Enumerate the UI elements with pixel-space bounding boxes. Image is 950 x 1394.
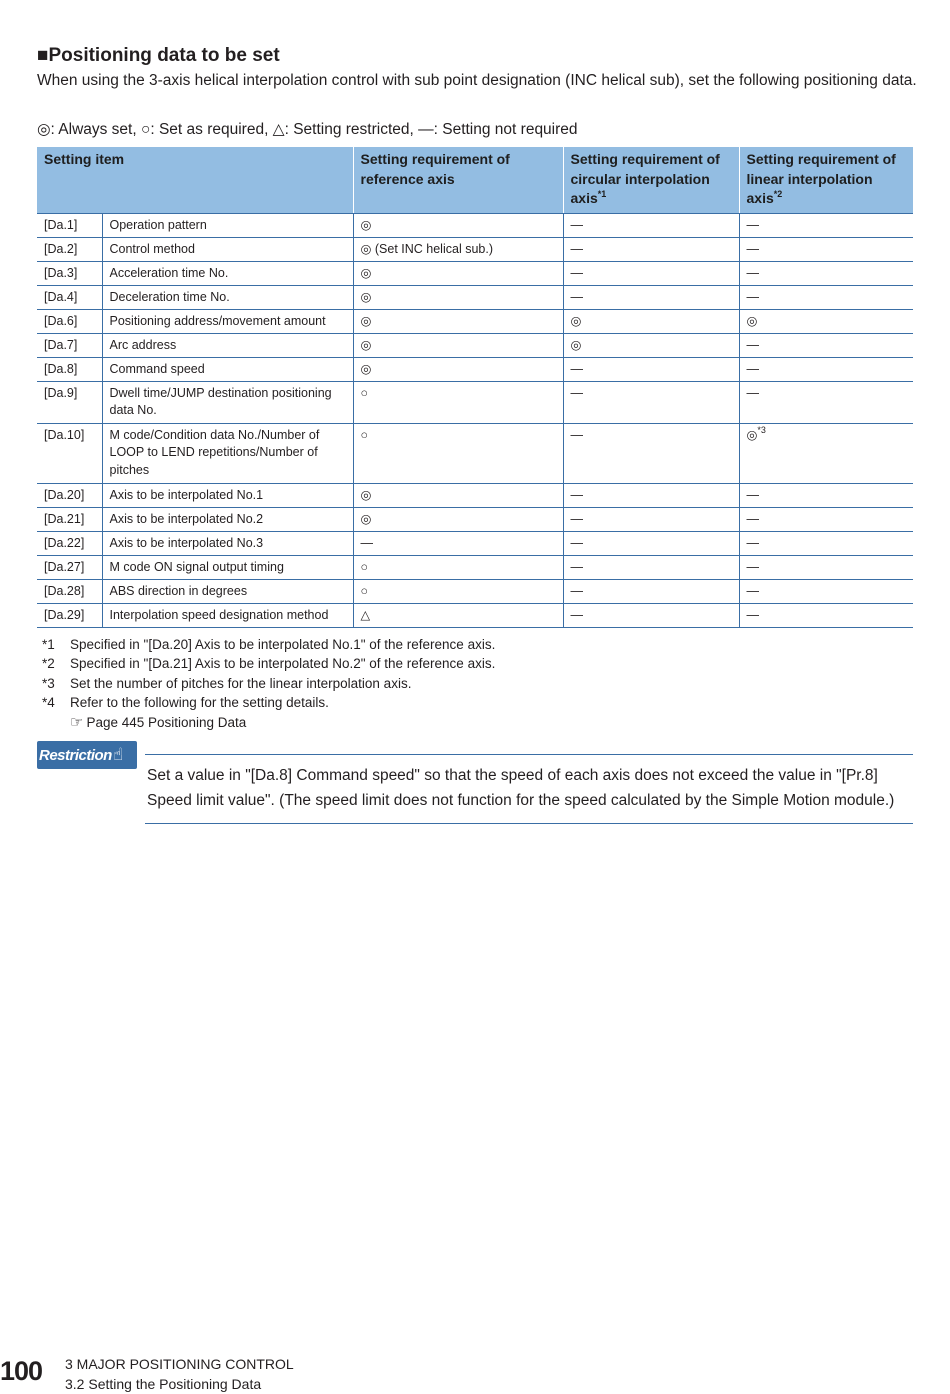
- cell-id: [Da.8]: [37, 357, 102, 381]
- cell-linear-axis: —: [739, 333, 913, 357]
- cell-linear-axis: —: [739, 357, 913, 381]
- cell-linear-axis: —: [739, 507, 913, 531]
- chapter-title: 3 MAJOR POSITIONING CONTROL: [65, 1356, 294, 1372]
- cell-linear-axis: —: [739, 285, 913, 309]
- table-row: [37, 357, 913, 381]
- cell-circular-axis: —: [563, 237, 739, 261]
- table-row: [37, 333, 913, 357]
- table-row: [37, 507, 913, 531]
- cell-circular-axis: —: [563, 603, 739, 627]
- cell-id: [Da.2]: [37, 237, 102, 261]
- section-title-footer: 3.2 Setting the Positioning Data: [65, 1376, 262, 1392]
- cell-circular-axis: —: [563, 579, 739, 603]
- cell-reference-axis: ◎: [353, 507, 563, 531]
- cell-reference-axis: ◎: [353, 261, 563, 285]
- cell-reference-axis: ◎: [353, 285, 563, 309]
- cell-item: Arc address: [102, 333, 353, 357]
- cell-reference-axis: ○: [353, 423, 563, 483]
- cell-linear-axis: —: [739, 213, 913, 237]
- cell-circular-axis: —: [563, 381, 739, 423]
- cell-circular-axis: —: [563, 423, 739, 483]
- footnote: *2 Specified in "[Da.21] Axis to be interpolated No.2" of the reference axis.: [42, 656, 496, 672]
- cell-linear-axis: ◎$^{*3}$: [739, 423, 913, 483]
- header-reference-axis: Setting requirement of reference axis: [353, 147, 563, 213]
- cell-id: [Da.1]: [37, 213, 102, 237]
- cell-linear-axis: —: [739, 579, 913, 603]
- cell-circular-axis: —: [563, 555, 739, 579]
- cell-reference-axis: ◎: [353, 483, 563, 507]
- cell-id: [Da.9]: [37, 381, 102, 423]
- table-row: [37, 381, 913, 423]
- footer-chapter: [65, 1354, 294, 1394]
- cell-linear-axis: ◎: [739, 309, 913, 333]
- footnotes: [42, 635, 495, 732]
- cell-circular-axis: ◎: [563, 333, 739, 357]
- cell-circular-axis: —: [563, 213, 739, 237]
- cell-item: Deceleration time No.: [102, 285, 353, 309]
- footnote: *3 Set the number of pitches for the linear interpolation axis.: [42, 675, 412, 691]
- cell-item: Axis to be interpolated No.1: [102, 483, 353, 507]
- cell-linear-axis: —: [739, 261, 913, 285]
- cell-item: Acceleration time No.: [102, 261, 353, 285]
- header-setting-item: Setting item: [37, 147, 353, 213]
- intro-paragraph: When using the 3-axis helical interpolation control with sub point designation (INC helical sub), set the following positioning data.: [37, 72, 917, 89]
- cell-reference-axis: ◎ (Set INC helical sub.): [353, 237, 563, 261]
- cell-item: M code ON signal output timing: [102, 555, 353, 579]
- cell-id: [Da.3]: [37, 261, 102, 285]
- cell-circular-axis: —: [563, 507, 739, 531]
- page-number: 100: [0, 1356, 43, 1386]
- cell-id: [Da.10]: [37, 423, 102, 483]
- cell-item: Axis to be interpolated No.3: [102, 531, 353, 555]
- table-row: [37, 483, 913, 507]
- table-row: [37, 261, 913, 285]
- pointing-hand-icon: ☞: [70, 713, 84, 731]
- table-row: [37, 213, 913, 237]
- footnote: *4 Refer to the following for the setting details.: [42, 695, 329, 711]
- cell-reference-axis: ◎: [353, 357, 563, 381]
- cell-linear-axis: —: [739, 531, 913, 555]
- cell-linear-axis: —: [739, 237, 913, 261]
- footnote: *1 Specified in "[Da.20] Axis to be interpolated No.1" of the reference axis.: [42, 637, 496, 652]
- table-row: [37, 579, 913, 603]
- cell-reference-axis: ◎: [353, 333, 563, 357]
- cell-id: [Da.6]: [37, 309, 102, 333]
- cell-circular-axis: —: [563, 483, 739, 507]
- cell-item: ABS direction in degrees: [102, 579, 353, 603]
- cell-linear-axis: —: [739, 381, 913, 423]
- cell-item: Control method: [102, 237, 353, 261]
- cell-id: [Da.28]: [37, 579, 102, 603]
- positioning-data-table: [37, 147, 913, 628]
- cell-reference-axis: ○: [353, 555, 563, 579]
- cell-item: Positioning address/movement amount: [102, 309, 353, 333]
- cell-id: [Da.29]: [37, 603, 102, 627]
- page-reference-link[interactable]: ☞ Page 445 Positioning Data: [70, 713, 247, 731]
- cell-circular-axis: —: [563, 261, 739, 285]
- section-title: ■Positioning data to be set: [37, 45, 280, 66]
- table-header-row: [37, 147, 913, 213]
- table-row: [37, 603, 913, 627]
- table-body: [37, 213, 913, 627]
- cell-reference-axis: ◎: [353, 309, 563, 333]
- restriction-badge: Restriction☝: [37, 741, 137, 769]
- cell-item: Axis to be interpolated No.2: [102, 507, 353, 531]
- cell-circular-axis: —: [563, 357, 739, 381]
- cell-reference-axis: ○: [353, 381, 563, 423]
- cell-item: Operation pattern: [102, 213, 353, 237]
- cell-linear-axis: —: [739, 603, 913, 627]
- cell-id: [Da.7]: [37, 333, 102, 357]
- table-row: [37, 285, 913, 309]
- cell-linear-axis: —: [739, 555, 913, 579]
- cell-circular-axis: —: [563, 285, 739, 309]
- cell-item: M code/Condition data No./Number of LOOP to LEND repetitions/Number of pitches: [102, 423, 353, 483]
- cell-id: [Da.20]: [37, 483, 102, 507]
- cell-item: Command speed: [102, 357, 353, 381]
- cell-reference-axis: —: [353, 531, 563, 555]
- cell-id: [Da.4]: [37, 285, 102, 309]
- cell-item: Dwell time/JUMP destination positioning data No.: [102, 381, 353, 423]
- cell-reference-axis: ○: [353, 579, 563, 603]
- cell-id: [Da.27]: [37, 555, 102, 579]
- table-row: [37, 555, 913, 579]
- cell-reference-axis: △: [353, 603, 563, 627]
- table-row: [37, 423, 913, 483]
- header-linear-axis: Setting requirement of linear interpolation axis$^{*2}$: [739, 147, 913, 213]
- restriction-text: Set a value in "[Da.8] Command speed" so that the speed of each axis does not exceed the value in "[Pr.8] Speed limit value". (The speed limit does not function for the speed calculated by the Simple Motion module.): [147, 767, 895, 809]
- cell-id: [Da.22]: [37, 531, 102, 555]
- symbol-legend: ◎: Always set, ○: Set as required, △: Setting restricted, —: Setting not required: [37, 121, 578, 138]
- table-row: [37, 531, 913, 555]
- cell-circular-axis: ◎: [563, 309, 739, 333]
- cell-linear-axis: —: [739, 483, 913, 507]
- cell-circular-axis: —: [563, 531, 739, 555]
- cell-reference-axis: ◎: [353, 213, 563, 237]
- header-circular-axis: Setting requirement of circular interpolation axis$^{*1}$: [563, 147, 739, 213]
- table-row: [37, 237, 913, 261]
- table-row: [37, 309, 913, 333]
- cell-item: Interpolation speed designation method: [102, 603, 353, 627]
- cell-id: [Da.21]: [37, 507, 102, 531]
- hand-icon: ☝: [112, 745, 123, 764]
